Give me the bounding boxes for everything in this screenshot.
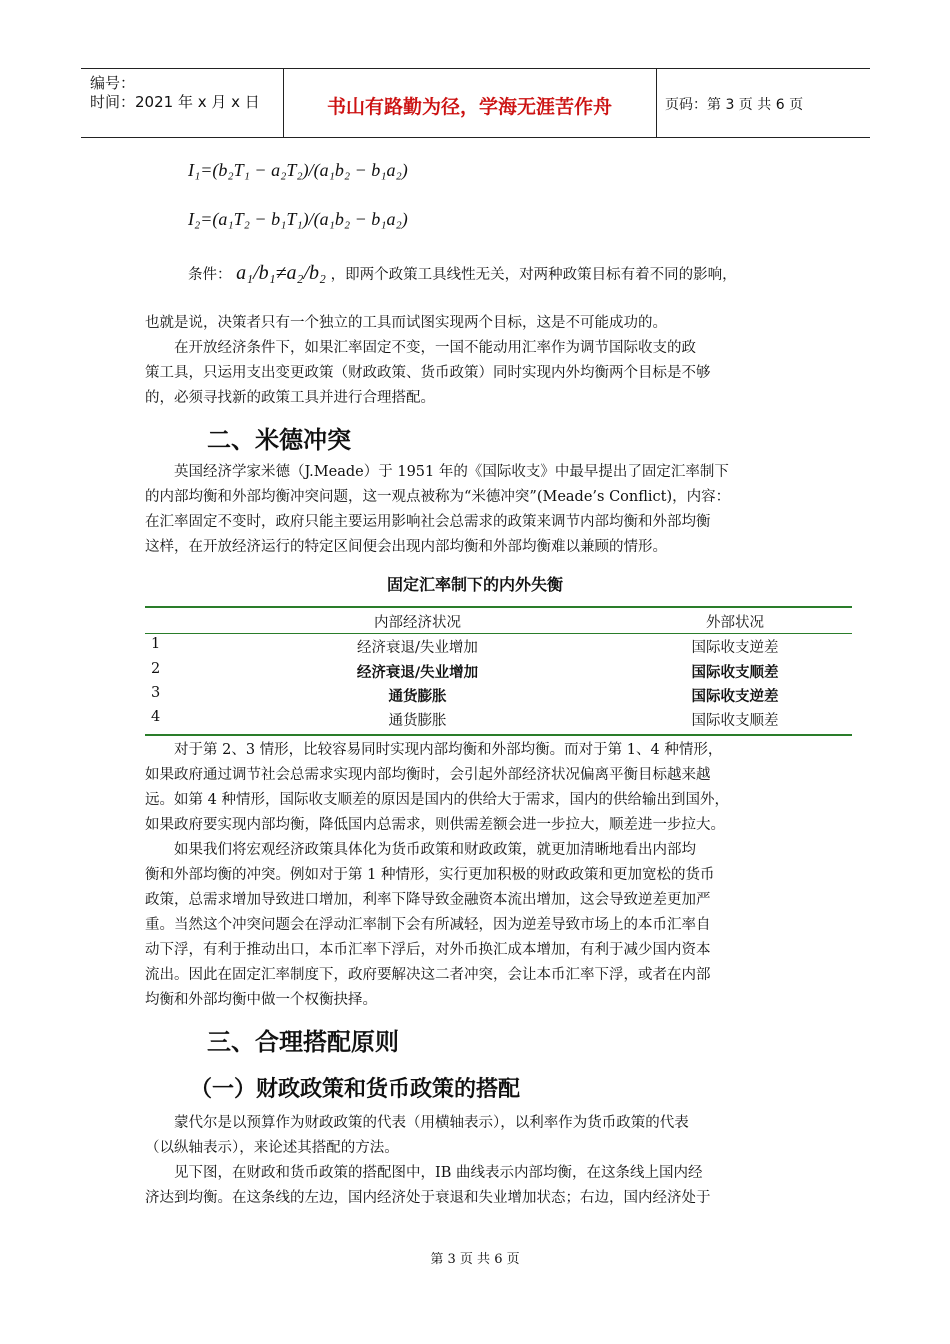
header-page-cell	[656, 69, 870, 137]
heading-meade-conflict: 二、米德冲突	[207, 426, 351, 454]
condition-text: ，即两个政策工具线性无关，对两种政策目标有着不同的影响，	[330, 267, 737, 283]
doc-code-label: 编号：	[90, 74, 136, 92]
table-header-rule	[145, 633, 852, 634]
text-line: 远。如第 4 种情形，国际收支顺差的原因是国内的供给大于需求，国内的供给输出到国外，	[145, 792, 729, 808]
heading-fiscal-monetary-mix: （一）财政政策和货币政策的搭配	[190, 1077, 521, 1102]
row-external: 国际收支逆差	[691, 640, 779, 656]
text-line: 的内部均衡和外部均衡冲突问题，这一观点被称为“米德冲突”(Meade’s Conflict)，内容：	[145, 489, 731, 505]
header-motto-cell	[283, 69, 657, 137]
row-number: 1	[151, 636, 161, 652]
header-page-number: 页码：第 3 页 共 6 页	[665, 97, 804, 113]
text-line: 重。当然这个冲突问题会在浮动汇率制下会有所减轻，因为逆差导致市场上的本币汇率自	[145, 917, 711, 933]
text-line: 的，必须寻找新的政策工具并进行合理搭配。	[145, 390, 435, 406]
text-line: 英国经济学家米德（J.Meade）于 1951 年的《国际收支》中最早提出了固定汇率制下	[145, 464, 729, 480]
row-external: 国际收支顺差	[691, 713, 779, 729]
paragraph-5	[145, 1111, 810, 1211]
condition-math: a₁/b₁≠a₂/b₂	[236, 262, 327, 284]
condition-label: 条件：	[188, 267, 232, 283]
table-caption: 固定汇率制下的内外失衡	[386, 575, 563, 594]
table-row	[145, 709, 852, 734]
paragraph-2	[145, 336, 810, 411]
text-line: 见下图，在财政和货币政策的搭配图中，IB 曲线表示内部均衡，在这条线上国内经	[145, 1165, 703, 1181]
text-line: 这样，在开放经济运行的特定区间便会出现内部均衡和外部均衡难以兼顾的情形。	[145, 539, 667, 555]
condition-line	[188, 262, 737, 285]
formula-i2: I₂=(a₁T₂ − b₁T₁)/(a₁b₂ − b₁a₂)	[188, 209, 408, 229]
paragraph-4	[145, 738, 810, 1013]
text-line: （以纵轴表示），来论述其搭配的方法。	[145, 1140, 399, 1156]
formula-i1: I₁=(b₂T₁ − a₂T₂)/(a₁b₂ − b₁a₂)	[188, 160, 408, 180]
text-line: 在汇率固定不变时，政府只能主要运用影响社会总需求的政策来调节内部均衡和外部均衡	[145, 514, 711, 530]
header-motto: 书山有路勤为径，学海无涯苦作舟	[326, 96, 612, 118]
row-number: 3	[151, 685, 161, 701]
text-line: 均衡和外部均衡中做一个权衡抉择。	[145, 992, 377, 1008]
table-bottom-rule	[145, 734, 852, 736]
row-internal: 通货膨胀	[388, 689, 447, 705]
text-line: 对于第 2、3 情形，比较容易同时实现内部均衡和外部均衡。而对于第 1、4 种情形，	[145, 742, 723, 758]
table-row	[145, 661, 852, 686]
text-line: 政策，总需求增加导致进口增加，利率下降导致金融资本流出增加，这会导致逆差更加严	[145, 892, 711, 908]
row-external: 国际收支逆差	[691, 689, 779, 705]
doc-date-label: 时间：2021 年 x 月 x 日	[90, 93, 260, 111]
text-line: 动下浮，有利于推动出口，本币汇率下浮后，对外币换汇成本增加，有利于减少国内资本	[145, 942, 711, 958]
table-row	[145, 685, 852, 710]
page-footer: 第 3 页 共 6 页	[430, 1252, 520, 1267]
text-line: 济达到均衡。在这条线的左边，国内经济处于衰退和失业增加状态；右边，国内经济处于	[145, 1190, 711, 1206]
text-line: 如果政府通过调节社会总需求实现内部均衡时，会引起外部经济状况偏离平衡目标越来越	[145, 767, 711, 783]
text-line: 在开放经济条件下，如果汇率固定不变，一国不能动用汇率作为调节国际收支的政	[145, 340, 696, 356]
row-number: 4	[151, 709, 161, 725]
text-line: 流出。因此在固定汇率制度下，政府要解决这二者冲突，会让本币汇率下浮，或者在内部	[145, 967, 711, 983]
paragraph-3	[145, 460, 810, 560]
table-row	[145, 636, 852, 661]
table-top-rule	[145, 606, 852, 608]
row-internal: 经济衰退/失业增加	[357, 640, 478, 656]
text-line: 蒙代尔是以预算作为财政政策的代表（用横轴表示），以利率作为货币政策的代表	[145, 1115, 689, 1131]
row-internal: 经济衰退/失业增加	[356, 665, 479, 681]
column-header-external: 外部状况	[706, 615, 764, 631]
column-header-internal: 内部经济状况	[374, 615, 461, 631]
row-internal: 通货膨胀	[388, 713, 447, 729]
heading-policy-mix-principle: 三、合理搭配原则	[207, 1028, 399, 1056]
header-info-cell	[81, 69, 284, 137]
text-line: 策工具，只运用支出变更政策（财政政策、货币政策）同时实现内外均衡两个目标是不够	[145, 365, 711, 381]
text-line: 如果我们将宏观经济政策具体化为货币政策和财政政策，就更加清晰地看出内部均	[145, 842, 696, 858]
row-number: 2	[151, 661, 161, 677]
text-line: 衡和外部均衡的冲突。例如对于第 1 种情形，实行更加积极的财政政策和更加宽松的货币	[145, 867, 715, 883]
row-external: 国际收支顺差	[691, 665, 779, 681]
paragraph-1	[145, 311, 810, 336]
text-line: 如果政府要实现内部均衡，降低国内总需求，则供需差额会进一步拉大，顺差进一步拉大。	[145, 817, 725, 833]
text-line: 也就是说，决策者只有一个独立的工具而试图实现两个目标，这是不可能成功的。	[145, 315, 667, 331]
page-header	[81, 68, 870, 138]
